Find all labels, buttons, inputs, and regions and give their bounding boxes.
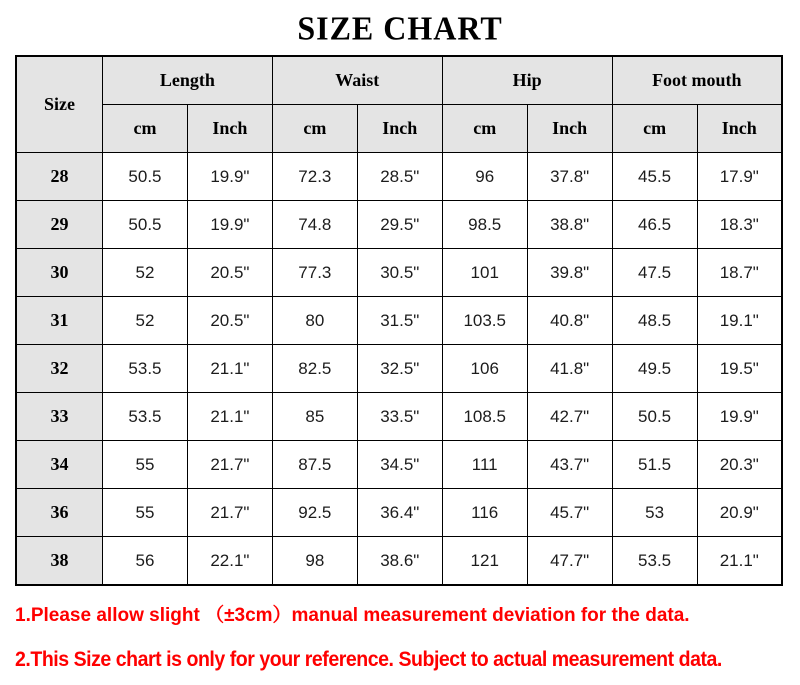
- measurement-cell: 33.5": [357, 393, 442, 441]
- measurement-cell: 55: [103, 489, 188, 537]
- unit-header-inch: Inch: [527, 105, 612, 153]
- size-cell: 29: [16, 201, 103, 249]
- unit-header-cm: cm: [612, 105, 697, 153]
- measurement-cell: 21.1": [187, 345, 272, 393]
- measurement-cell: 98.5: [442, 201, 527, 249]
- size-cell: 30: [16, 249, 103, 297]
- measurement-cell: 20.5": [187, 249, 272, 297]
- measurement-cell: 20.9": [697, 489, 782, 537]
- measurement-cell: 19.9": [697, 393, 782, 441]
- group-header-row: [16, 56, 782, 105]
- measurement-cell: 92.5: [272, 489, 357, 537]
- measurement-cell: 20.3": [697, 441, 782, 489]
- measurement-cell: 53.5: [612, 537, 697, 586]
- measurement-cell: 19.1": [697, 297, 782, 345]
- notes-section: [15, 600, 800, 672]
- table-row: [16, 153, 782, 201]
- measurement-cell: 47.7": [527, 537, 612, 586]
- group-header-hip: Hip: [442, 56, 612, 105]
- measurement-cell: 47.5: [612, 249, 697, 297]
- unit-header-inch: Inch: [187, 105, 272, 153]
- size-table-body: [16, 153, 782, 586]
- measurement-cell: 52: [103, 297, 188, 345]
- size-cell: 32: [16, 345, 103, 393]
- measurement-cell: 106: [442, 345, 527, 393]
- unit-header-row: [16, 105, 782, 153]
- measurement-cell: 43.7": [527, 441, 612, 489]
- measurement-cell: 48.5: [612, 297, 697, 345]
- size-cell: 28: [16, 153, 103, 201]
- measurement-cell: 50.5: [612, 393, 697, 441]
- unit-header-cm: cm: [272, 105, 357, 153]
- group-header-waist: Waist: [272, 56, 442, 105]
- measurement-cell: 46.5: [612, 201, 697, 249]
- size-cell: 31: [16, 297, 103, 345]
- measurement-cell: 29.5": [357, 201, 442, 249]
- table-row: [16, 201, 782, 249]
- measurement-cell: 50.5: [103, 153, 188, 201]
- measurement-cell: 21.7": [187, 441, 272, 489]
- measurement-cell: 18.7": [697, 249, 782, 297]
- measurement-cell: 30.5": [357, 249, 442, 297]
- size-cell: 38: [16, 537, 103, 586]
- measurement-cell: 22.1": [187, 537, 272, 586]
- measurement-cell: 41.8": [527, 345, 612, 393]
- measurement-cell: 80: [272, 297, 357, 345]
- size-column-header: Size: [16, 56, 103, 153]
- measurement-cell: 121: [442, 537, 527, 586]
- measurement-cell: 53: [612, 489, 697, 537]
- measurement-cell: 21.1": [697, 537, 782, 586]
- measurement-cell: 17.9": [697, 153, 782, 201]
- measurement-cell: 40.8": [527, 297, 612, 345]
- measurement-cell: 101: [442, 249, 527, 297]
- page-title: SIZE CHART: [297, 9, 503, 47]
- measurement-cell: 103.5: [442, 297, 527, 345]
- measurement-cell: 21.7": [187, 489, 272, 537]
- table-row: [16, 249, 782, 297]
- measurement-cell: 32.5": [357, 345, 442, 393]
- measurement-cell: 53.5: [103, 393, 188, 441]
- measurement-cell: 87.5: [272, 441, 357, 489]
- measurement-cell: 38.6": [357, 537, 442, 586]
- group-header-foot-mouth: Foot mouth: [612, 56, 782, 105]
- size-cell: 34: [16, 441, 103, 489]
- measurement-cell: 18.3": [697, 201, 782, 249]
- measurement-cell: 50.5: [103, 201, 188, 249]
- measurement-cell: 39.8": [527, 249, 612, 297]
- unit-header-cm: cm: [103, 105, 188, 153]
- measurement-cell: 52: [103, 249, 188, 297]
- note-reference-only: 2.This Size chart is only for your reference. Subject to actual measurement data.: [15, 648, 722, 671]
- measurement-cell: 96: [442, 153, 527, 201]
- measurement-cell: 42.7": [527, 393, 612, 441]
- table-row: [16, 297, 782, 345]
- measurement-cell: 37.8": [527, 153, 612, 201]
- unit-header-cm: cm: [442, 105, 527, 153]
- measurement-cell: 74.8: [272, 201, 357, 249]
- measurement-cell: 49.5: [612, 345, 697, 393]
- group-header-length: Length: [103, 56, 273, 105]
- measurement-cell: 51.5: [612, 441, 697, 489]
- measurement-cell: 53.5: [103, 345, 188, 393]
- unit-header-inch: Inch: [697, 105, 782, 153]
- measurement-cell: 56: [103, 537, 188, 586]
- measurement-cell: 31.5": [357, 297, 442, 345]
- measurement-cell: 19.9": [187, 201, 272, 249]
- measurement-cell: 38.8": [527, 201, 612, 249]
- measurement-cell: 116: [442, 489, 527, 537]
- measurement-cell: 111: [442, 441, 527, 489]
- measurement-cell: 82.5: [272, 345, 357, 393]
- unit-header-inch: Inch: [357, 105, 442, 153]
- measurement-cell: 45.7": [527, 489, 612, 537]
- measurement-cell: 77.3: [272, 249, 357, 297]
- measurement-cell: 108.5: [442, 393, 527, 441]
- measurement-cell: 72.3: [272, 153, 357, 201]
- measurement-cell: 20.5": [187, 297, 272, 345]
- measurement-cell: 98: [272, 537, 357, 586]
- table-row: [16, 537, 782, 586]
- size-table-header: [16, 56, 782, 153]
- measurement-cell: 45.5: [612, 153, 697, 201]
- size-cell: 33: [16, 393, 103, 441]
- measurement-cell: 55: [103, 441, 188, 489]
- measurement-cell: 85: [272, 393, 357, 441]
- measurement-cell: 34.5": [357, 441, 442, 489]
- measurement-cell: 28.5": [357, 153, 442, 201]
- note-measurement-deviation: 1.Please allow slight （±3cm）manual measurement deviation for the data.: [15, 605, 690, 626]
- table-row: [16, 441, 782, 489]
- measurement-cell: 21.1": [187, 393, 272, 441]
- table-row: [16, 345, 782, 393]
- size-cell: 36: [16, 489, 103, 537]
- table-row: [16, 393, 782, 441]
- size-table: [15, 55, 783, 586]
- measurement-cell: 19.5": [697, 345, 782, 393]
- table-row: [16, 489, 782, 537]
- measurement-cell: 19.9": [187, 153, 272, 201]
- measurement-cell: 36.4": [357, 489, 442, 537]
